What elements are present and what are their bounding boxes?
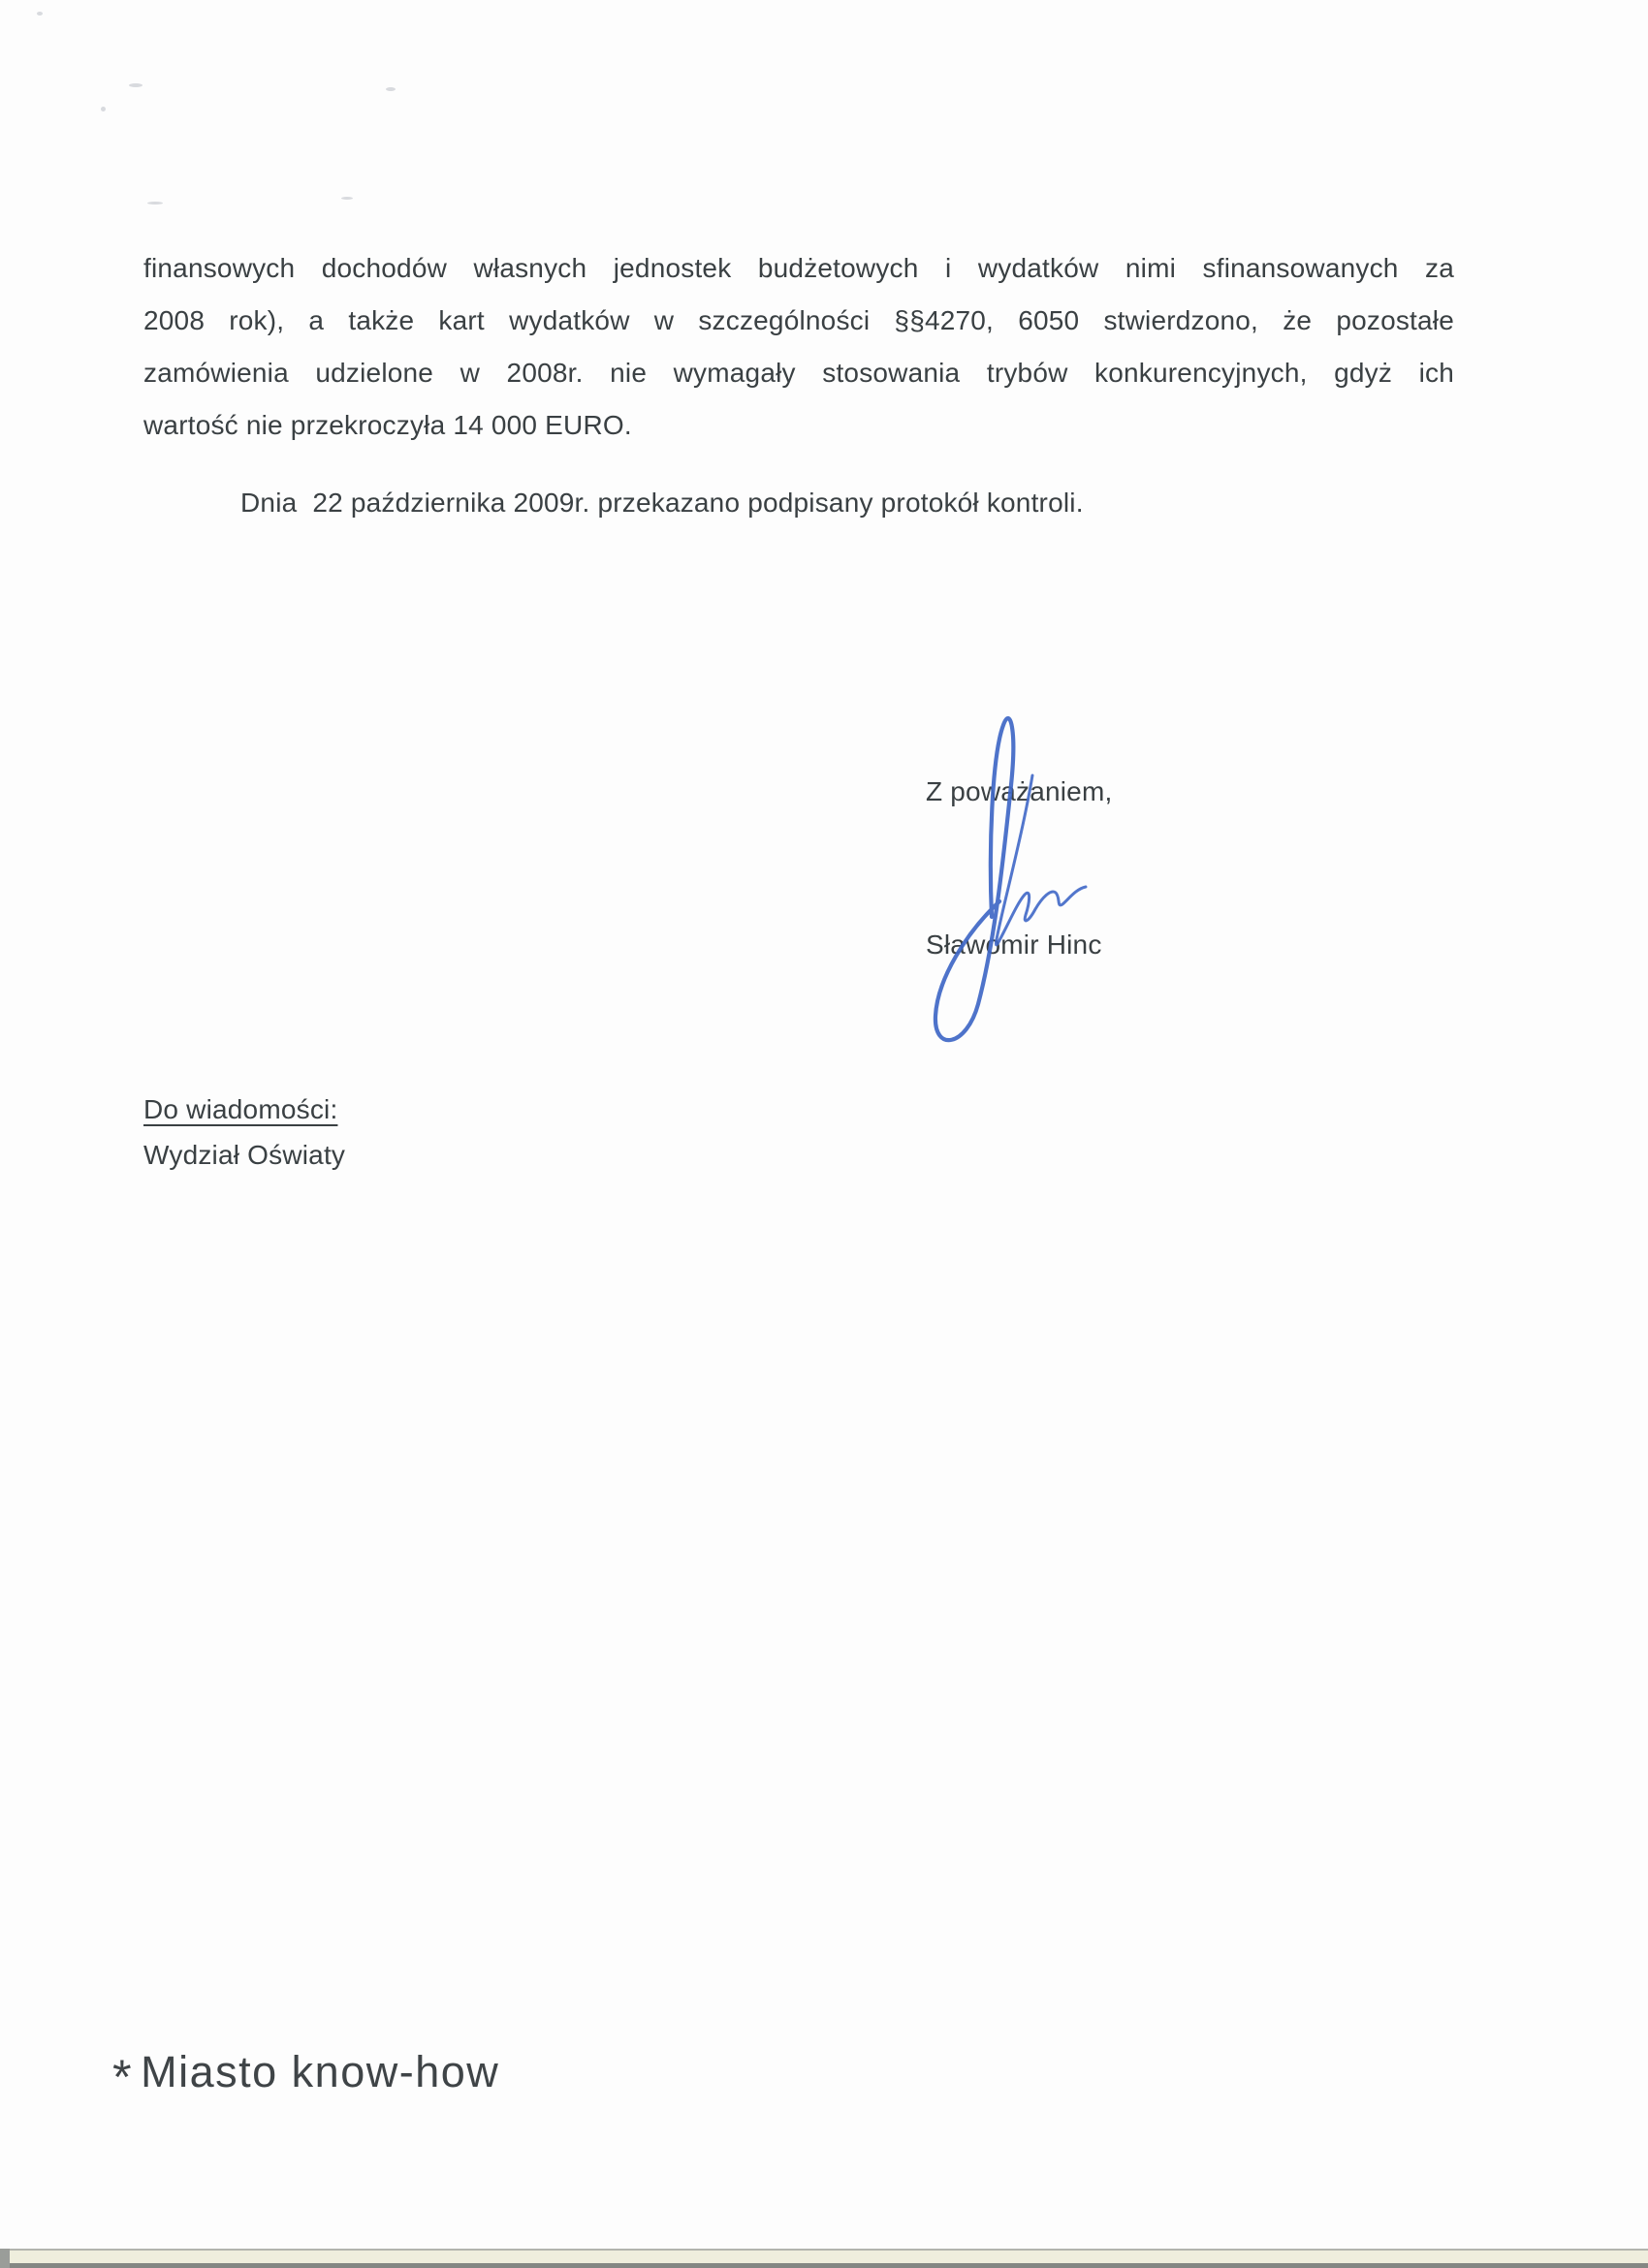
scan-speck: [147, 202, 163, 205]
scan-edge-corner: [0, 2249, 10, 2268]
paragraph-line-2: 2008 rok), a także kart wydatków w szczególności §§4270, 6050 stwierdzono, że pozostałe: [143, 305, 1454, 335]
scan-speck: [341, 197, 353, 200]
closing-phrase: Z poważaniem,: [926, 776, 1113, 806]
logo-asterisk-icon: *: [112, 2049, 134, 2104]
body-paragraph: [143, 242, 1454, 529]
scan-edge-shadow: [0, 2263, 1648, 2268]
paragraph-line-3: zamówienia udzielone w 2008r. nie wymagały stosowania trybów konkurencyjnych, gdyż ich: [143, 358, 1454, 388]
cc-block: [143, 1087, 345, 1178]
scan-speck: [129, 83, 143, 87]
scan-speck: [37, 12, 43, 16]
date-line: Dnia 22 października 2009r. przekazano podpisany protokół kontroli.: [240, 488, 1084, 518]
signer-name: Sławomir Hinc: [926, 929, 1102, 960]
cc-heading: Do wiadomości:: [143, 1094, 338, 1124]
paragraph-line-1: finansowych dochodów własnych jednostek budżetowych i wydatków nimi sfinansowanych za: [143, 253, 1454, 283]
footer-logo: [112, 2041, 500, 2104]
signature-ink: [906, 696, 1120, 1045]
scan-speck: [386, 87, 396, 91]
scan-speck: [101, 107, 106, 111]
scan-edge-band: [0, 2251, 1648, 2263]
paragraph-line-4: wartość nie przekroczyła 14 000 EURO.: [143, 410, 632, 440]
logo-text: Miasto know-how: [141, 2047, 500, 2096]
cc-recipient: Wydział Oświaty: [143, 1140, 346, 1170]
signature-main-stroke: [935, 718, 1013, 1040]
